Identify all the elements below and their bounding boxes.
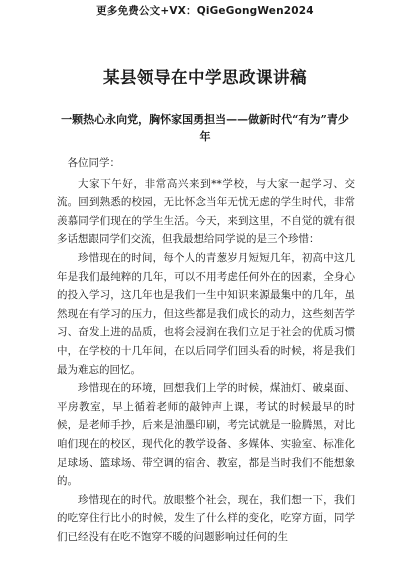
salutation: 各位同学：	[67, 157, 120, 169]
document-subtitle: 一颗热心永向党，胸怀家国勇担当——做新时代“有为”青少年	[61, 113, 349, 143]
paragraph: 珍惜现在的环境，回想我们上学的时候，煤油灯、破桌面、平房教室，早上循着老师的敲钟声上课，考试的时候最早的时候，是老师手抄，后来是油墨印刷，考完试就是一脸腾黑，对比咱们现在的校区，现代化的教学设备、多媒体、实验室、标准化足球场、篮球场、带空调的宿舍、教室，都是当时我们不能想象的。	[57, 382, 355, 488]
header-note: 更多免费公文+VX：QiGeGongWen2024	[96, 5, 314, 17]
paragraph: 珍惜现在的时间，每个人的青葱岁月短短几年，初高中这几年是我们最纯粹的几年，可以不用考虑任何外在的因素，全身心的投入学习，这几年也是我们一生中知识来源最集中的几年，虽然现在有学习的压力，但这些都是我们成长的动力，这些刻苦学习、奋发上进的品质，也将会浸润在我们立足于社会的优质习惯中，在学校的十几年间，在以后同学们回头看的时候，将是我们最为难忘的回忆。	[57, 251, 355, 376]
document-body	[57, 154, 355, 546]
paragraph: 大家下午好，非常高兴来到**学校，与大家一起学习、交流。回到熟悉的校园，无比怀念当年无忧无虑的学生时代，非常羡慕同学们现在的学生生活。今天，来到这里，不自觉的就有很多话想跟同学们交流，但我最想给同学说的是三个珍惜：	[57, 177, 355, 246]
paragraph: 珍惜现在的时代。放眼整个社会，现在，我们想一下，我们的吃穿住行比小的时候，发生了什么样的变化，吃穿方面，同学们已经没有在吃不饱穿不暖的问题影响过任何的生	[57, 493, 355, 543]
document-title: 某县领导在中学思政课讲稿	[103, 68, 307, 87]
